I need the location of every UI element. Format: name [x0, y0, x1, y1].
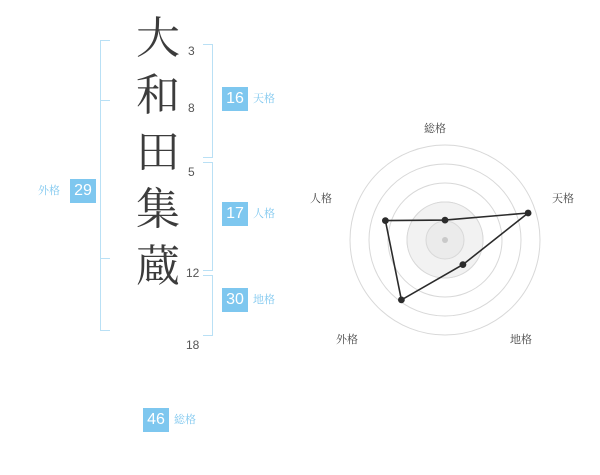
- kanji-column: [128, 10, 188, 295]
- chikaku-score: 30: [222, 288, 248, 312]
- jinkaku-label: 人格: [253, 207, 275, 220]
- gaikaku-bracket-vertical: [100, 40, 102, 330]
- radar-chart-svg: [300, 0, 600, 470]
- gaikaku-bracket-top: [100, 40, 110, 42]
- kanji-char: 蔵: [136, 241, 180, 292]
- stroke-count: 18: [186, 338, 200, 352]
- tenkaku-bracket-bottom: [203, 157, 213, 159]
- jinkaku-score: 17: [222, 202, 248, 226]
- kanji-char: 集: [136, 184, 180, 235]
- stroke-count: 3: [188, 44, 195, 58]
- soukaku-score: 46: [143, 408, 169, 432]
- stroke-count: 8: [188, 101, 195, 115]
- radar-axis-label-tenkaku: 天格: [552, 192, 574, 205]
- kanji-char: 大: [136, 13, 180, 64]
- jinkaku-bracket-vertical: [212, 162, 214, 270]
- gaikaku-bracket-bottom: [100, 330, 110, 332]
- chikaku-bracket-vertical: [212, 275, 214, 335]
- chikaku-bracket-bottom: [203, 335, 213, 337]
- chikaku-bracket-top: [203, 275, 213, 277]
- jinkaku-bracket-top: [203, 162, 213, 164]
- tenkaku-score: 16: [222, 87, 248, 111]
- soukaku-label: 総格: [174, 413, 196, 426]
- tenkaku-bracket-vertical: [212, 44, 214, 157]
- jinkaku-bracket-bottom: [203, 270, 213, 272]
- radar-axis-label-jinkaku: 人格: [310, 192, 332, 205]
- tenkaku-bracket-top: [203, 44, 213, 46]
- kanji-char: 田: [136, 127, 180, 178]
- radar-axis-label-gaikaku: 外格: [336, 333, 358, 346]
- radar-axis-label-soukaku: 総格: [424, 122, 446, 135]
- kanji-char: 和: [136, 70, 180, 121]
- chikaku-label: 地格: [253, 293, 275, 306]
- name-stroke-panel: [0, 0, 300, 470]
- gaikaku-label: 外格: [38, 184, 60, 197]
- radar-axis-label-chikaku: 地格: [510, 333, 532, 346]
- gaikaku-bracket-mid-lower: [100, 258, 110, 260]
- stroke-count: 12: [186, 266, 200, 280]
- gaikaku-bracket-mid-upper: [100, 100, 110, 102]
- stroke-count: 5: [188, 165, 195, 179]
- gaikaku-score: 29: [70, 179, 96, 203]
- radar-chart: [300, 0, 600, 470]
- tenkaku-label: 天格: [253, 92, 275, 105]
